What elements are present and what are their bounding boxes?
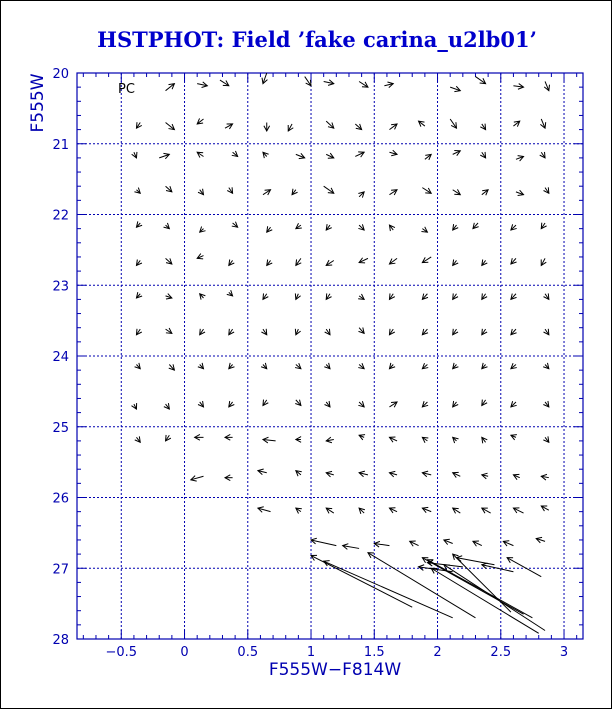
vector-arrow [326,293,331,299]
arrow-head [325,329,330,335]
vector-arrow [195,434,204,440]
x-tick-label: 1 [306,645,316,660]
vector-arrow [135,436,140,442]
vector-arrow [229,401,234,407]
vector-arrow [544,329,549,335]
vector-arrow [541,506,549,511]
vector-arrow [389,124,397,130]
vector-arrow [311,538,336,545]
vector-arrow [389,471,397,477]
vector-arrow [450,86,460,91]
vector-arrow [197,254,203,259]
vector-arrow [324,80,334,86]
vector-arrow [295,400,301,406]
vector-arrow [166,435,171,441]
vector-arrow [422,437,428,442]
arrow-head [229,329,234,335]
vector-arrow [166,294,172,299]
vector-arrow [296,153,305,158]
arrow-head [544,187,549,193]
vector-arrow [295,363,301,369]
vector-arrow [427,560,532,618]
vector-arrow [482,260,487,266]
arrow-head [482,400,487,406]
arrow-head [422,257,428,262]
vector-arrow [359,471,368,477]
vector-arrow [132,152,137,158]
vector-arrow [482,293,487,299]
vector-arrow [136,260,141,266]
vector-arrow [229,363,235,369]
vector-arrow [232,222,238,228]
arrow-head [480,152,485,158]
vector-arrow [511,435,517,440]
y-tick-label: 22 [52,208,69,224]
arrow-head [451,122,456,128]
vector-arrow [453,472,461,477]
vector-arrow [541,223,546,229]
x-tick-label: −0.5 [105,645,138,660]
vector-arrow [225,124,233,129]
arrow-head [261,329,266,335]
vector-arrow [325,329,330,335]
vector-arrow [263,437,276,443]
vector-arrow [358,224,364,230]
axis-ticks [52,67,583,660]
arrow-head [391,190,397,195]
arrow-shaft [444,565,545,631]
vector-arrow [169,364,175,370]
vector-arrow [511,363,517,369]
vector-arrow [263,400,268,406]
vector-arrow [453,293,458,299]
vector-arrow [453,363,459,369]
vector-arrow [166,84,175,91]
arrow-head [453,508,459,513]
vector-arrow [543,401,548,407]
arrow-head [263,400,268,406]
vector-arrow [453,401,458,407]
vector-arrow [422,294,428,300]
vector-arrow [359,258,368,263]
arrow-head [541,223,546,229]
vector-arrow [164,223,170,229]
arrow-head [197,152,203,157]
vector-arrow [507,558,541,577]
vector-arrow [135,363,141,369]
arrow-head [227,187,232,193]
y-tick-label: 26 [52,491,69,507]
vector-arrow [326,153,334,158]
vector-arrow [358,401,364,407]
vector-arrow [453,437,459,443]
vector-arrow [536,537,545,542]
arrow-head [453,293,458,299]
vector-arrow [324,186,334,193]
vector-arrow [453,260,458,266]
arrow-head [136,329,141,335]
vector-arrow [358,363,364,369]
vector-arrow [482,508,491,513]
arrow-head [223,80,229,85]
vector-arrow [166,186,172,192]
arrow-head [482,293,487,299]
vector-arrow [482,563,514,572]
arrow-head [389,293,394,299]
x-tick-label: 0.5 [237,645,259,660]
vector-arrow [422,471,431,477]
vector-arrow [305,77,311,86]
y-tick-label: 27 [52,562,69,578]
vector-arrow [258,507,271,513]
vector-arrow [296,508,302,513]
arrow-head [306,80,311,86]
y-tick-label: 25 [52,420,69,436]
vector-arrow [480,124,485,130]
vector-arrow [229,329,234,335]
arrow-head [540,152,545,158]
vector-arrow [292,189,297,195]
y-axis-label: F555W [28,73,48,133]
chart [1,1,611,708]
vector-arrow [389,190,397,195]
vector-arrow [134,188,140,194]
vector-arrow [200,329,205,335]
vector-arrow [258,469,267,475]
vector-arrow [482,400,487,406]
vector-arrow [389,363,395,369]
vector-arrow [389,258,397,264]
arrow-head [326,508,332,513]
vector-arrow [164,403,169,409]
vector-arrow [232,151,238,157]
arrow-head [389,329,394,335]
vector-arrow [503,541,513,546]
vector-arrow [422,257,431,263]
x-tick-label: 3 [559,645,569,660]
vector-arrow [166,123,175,130]
vector-arrow [198,189,203,195]
arrow-shaft [507,558,541,577]
vector-arrows [131,73,549,633]
arrow-head [454,189,460,194]
vector-arrow [453,150,461,155]
arrow-head [482,329,487,335]
vector-arrow [444,539,453,544]
vector-arrow [359,81,368,87]
vector-arrow [166,258,172,264]
vector-arrow [263,293,268,299]
vector-arrow [511,224,517,230]
vector-arrow [191,476,204,482]
y-tick-label: 23 [52,279,69,295]
vector-arrow [389,437,397,442]
arrow-head [166,435,171,441]
vector-arrow [225,434,233,440]
vector-arrow [131,403,136,409]
x-tick-label: 2.5 [490,645,512,660]
vector-arrow [421,227,427,232]
vector-arrow [159,153,169,158]
vector-arrow [261,329,266,335]
vector-arrow [482,473,488,479]
vector-arrow [136,292,142,298]
arrow-head [544,293,549,299]
arrow-head [200,329,205,335]
vector-arrow [540,119,545,128]
vector-arrow [296,223,302,228]
vector-arrow [261,363,267,369]
vector-arrow [296,471,302,477]
vector-arrow [198,401,203,407]
vector-arrow [513,84,523,90]
vector-arrow [326,260,334,265]
vector-arrow [453,224,458,230]
vector-arrow [198,363,204,369]
vector-arrow [513,508,523,513]
arrow-shaft [427,560,532,618]
arrow-head [326,260,332,265]
arrow-head [131,403,136,409]
arrow-head [326,293,331,299]
arrow-head [391,402,397,407]
vector-arrow [263,190,271,195]
vector-arrow [263,152,269,158]
arrow-shaft [311,556,412,608]
chart-title: HSTPHOT: Field ’fake carina_u2lb01’ [97,27,537,52]
vector-arrow [197,118,203,124]
vector-arrow [543,436,548,442]
vector-arrow [422,363,428,369]
vector-arrow [511,401,517,407]
vector-arrow [197,152,203,157]
vector-arrow [513,474,519,479]
vector-arrow [355,152,364,157]
vector-arrow [389,508,397,513]
vector-arrow [389,329,394,335]
vector-arrow [473,223,479,229]
vector-arrow [482,363,488,369]
y-tick-label: 24 [52,350,69,365]
vector-arrow [326,121,334,128]
vector-arrow [326,508,334,513]
vector-arrow [516,156,524,161]
vector-arrow [343,544,359,550]
vector-arrow [425,154,431,160]
vector-arrow [267,260,272,266]
x-axis-label: F555W−F814W [268,660,402,680]
arrow-head [136,122,141,128]
vector-arrow [295,293,300,299]
vector-arrow [326,471,334,477]
vector-arrow [482,190,488,196]
vector-arrow [482,329,487,335]
vector-arrow [227,187,232,193]
vector-arrow [511,294,517,300]
x-tick-label: 2 [433,645,442,660]
vector-arrow [296,258,301,265]
y-tick-label: 21 [52,137,69,153]
vector-arrow [374,541,389,547]
vector-arrow [419,121,425,127]
vector-arrow [511,258,517,264]
vector-arrow [444,565,545,631]
arrow-head [265,190,271,195]
vector-arrow [220,80,229,86]
vector-arrow [453,508,461,513]
vector-arrow [359,435,365,440]
vector-arrow [482,437,487,443]
vector-arrow [410,541,419,546]
vector-arrow [227,290,233,296]
x-tick-label: 0 [180,645,189,660]
vector-arrow [384,82,393,88]
vector-arrow [197,82,207,88]
vector-arrow [473,541,482,546]
vector-arrow [511,329,517,335]
vector-arrow [264,123,270,131]
vector-arrow [389,225,394,231]
vector-arrow [324,363,330,369]
vector-arrow [453,189,461,194]
vector-arrow [229,260,234,266]
vector-arrow [513,121,519,127]
y-tick-label: 28 [52,633,69,648]
vector-arrow [311,555,412,607]
vector-arrow [267,226,272,232]
vector-arrow [359,328,365,334]
y-tick-label: 20 [52,67,69,82]
arrow-head [425,188,431,193]
arrow-head [480,124,485,130]
arrow-head [263,293,268,299]
vector-arrow [225,475,233,481]
vector-arrow [544,187,549,193]
vector-arrow [516,190,524,195]
vector-arrow [136,221,142,227]
arrow-head [166,328,172,333]
vector-arrow [325,401,330,407]
vector-arrow [136,329,141,335]
vector-arrow [540,152,545,158]
vector-arrow [453,329,458,335]
vector-arrow [543,363,549,369]
vector-arrow [475,77,485,84]
vector-arrow [262,73,267,84]
vector-arrow [200,226,206,232]
vector-arrow [326,224,331,230]
vector-arrow [541,258,546,265]
vector-arrow [296,437,301,443]
vector-arrow [422,401,428,407]
vector-arrow [358,192,364,198]
vector-arrow [358,294,364,299]
vector-arrow [422,507,431,512]
x-tick-label: 1.5 [363,645,385,660]
vector-arrow [450,119,456,128]
vector-arrow [389,402,397,407]
vector-arrow [422,188,431,194]
arrow-head [362,82,368,87]
vector-arrow [544,293,549,299]
arrow-head [544,329,549,335]
vector-arrow [136,122,141,128]
vector-arrow [326,437,334,443]
vector-arrow [166,328,172,333]
vector-arrow [355,124,361,130]
vector-arrow [295,329,300,335]
vector-arrow [389,293,394,299]
arrow-head [453,329,458,335]
panel-label: PC [118,82,135,97]
vector-arrow [422,329,428,335]
vector-arrow [389,150,397,156]
vector-arrow [541,474,549,480]
vector-arrow [200,294,206,300]
vector-arrow [288,124,293,131]
vector-arrow [359,508,365,514]
vector-arrow [480,152,485,158]
vector-arrow [544,81,549,90]
